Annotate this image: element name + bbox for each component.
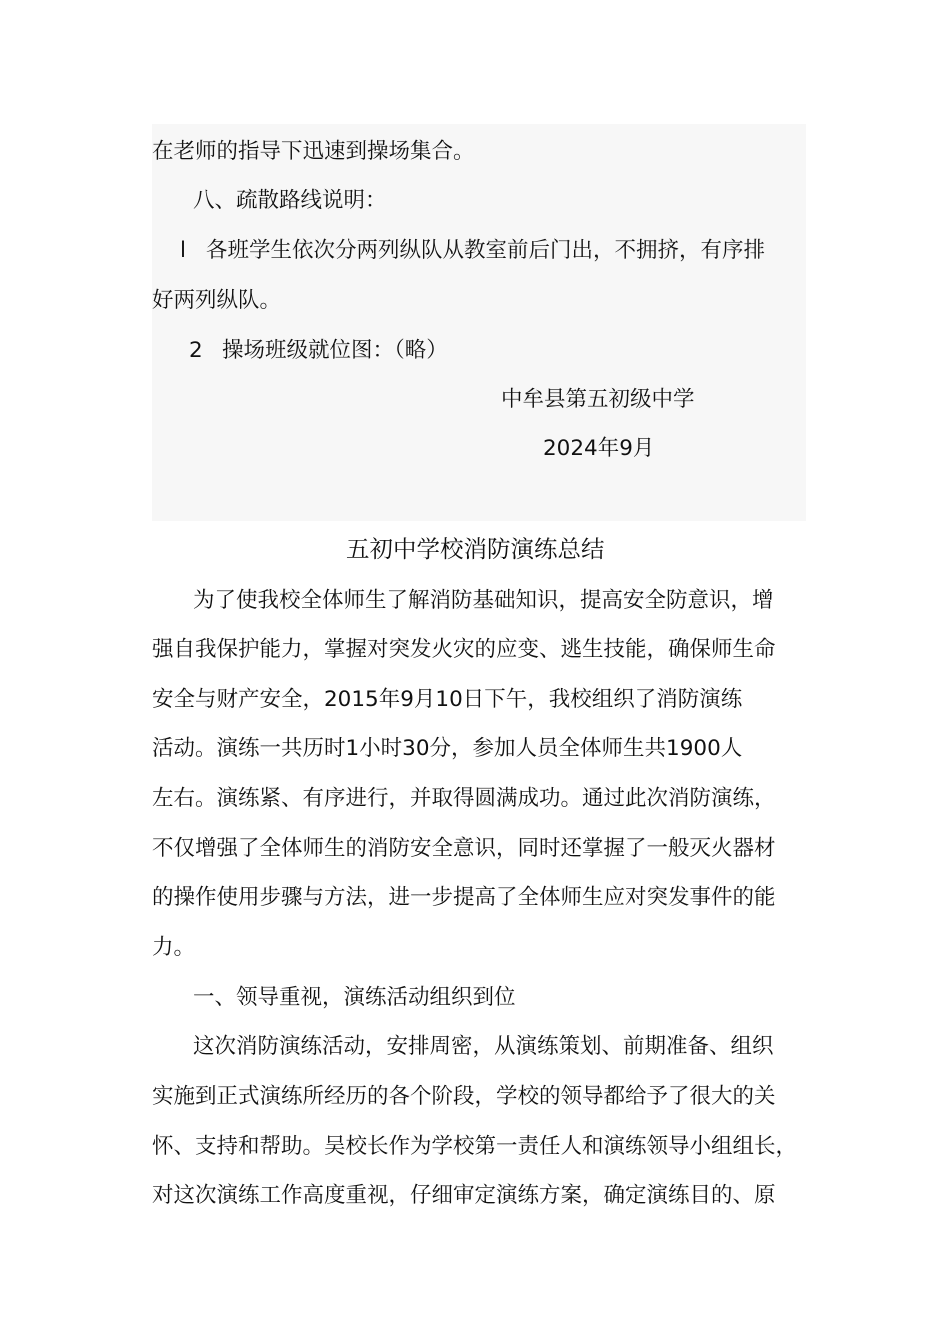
- intro-line-4: 活动。演练一共历时1小时30分，参加人员全体师生共1900人: [152, 736, 743, 761]
- intro-line-8: 力。: [152, 935, 196, 960]
- list-item-marker-1: l: [180, 238, 186, 263]
- list-item-1-line-2: 好两列纵队。: [152, 288, 282, 313]
- intro-line-1: 为了使我校全体师生了解消防基础知识，提高安全防意识，增: [193, 588, 774, 613]
- section-1-line-4: 对这次演练工作高度重视，仔细审定演练方案，确定演练目的、原: [152, 1183, 776, 1208]
- continuation-line: 在老师的指导下迅速到操场集合。: [152, 139, 475, 164]
- section-1-line-3: 怀、支持和帮助。吴校长作为学校第一责任人和演练领导小组组长，: [152, 1134, 798, 1159]
- list-item-1-line-1: 各班学生依次分两列纵队从教室前后门出，不拥挤，有序排: [206, 238, 766, 263]
- intro-line-5: 左右。演练紧、有序进行，并取得圆满成功。通过此次消防演练，: [152, 786, 776, 811]
- section-heading-evacuation-route: 八、疏散路线说明：: [193, 188, 387, 213]
- signature-date: 2024年9月: [543, 436, 655, 461]
- intro-line-6: 不仅增强了全体师生的消防安全意识，同时还掌握了一般灭火器材: [152, 836, 776, 861]
- section-heading-leadership: 一、领导重视，演练活动组织到位: [193, 985, 516, 1010]
- list-item-marker-2: 2: [189, 338, 203, 363]
- intro-line-3: 安全与财产安全，2015年9月10日下午，我校组织了消防演练: [152, 687, 743, 712]
- section-1-line-2: 实施到正式演练所经历的各个阶段，学校的领导都给予了很大的关: [152, 1084, 776, 1109]
- list-item-2-text: 操场班级就位图：（略）: [222, 338, 448, 363]
- intro-line-2: 强自我保护能力，掌握对突发火灾的应变、逃生技能，确保师生命: [152, 637, 776, 662]
- section-1-line-1: 这次消防演练活动，安排周密，从演练策划、前期准备、组织: [193, 1034, 774, 1059]
- intro-line-7: 的操作使用步骤与方法，进一步提高了全体师生应对突发事件的能: [152, 885, 776, 910]
- document-title: 五初中学校消防演练总结: [346, 535, 605, 563]
- shaded-text-block: [152, 124, 806, 521]
- signature-organization: 中牟县第五初级中学: [501, 387, 695, 412]
